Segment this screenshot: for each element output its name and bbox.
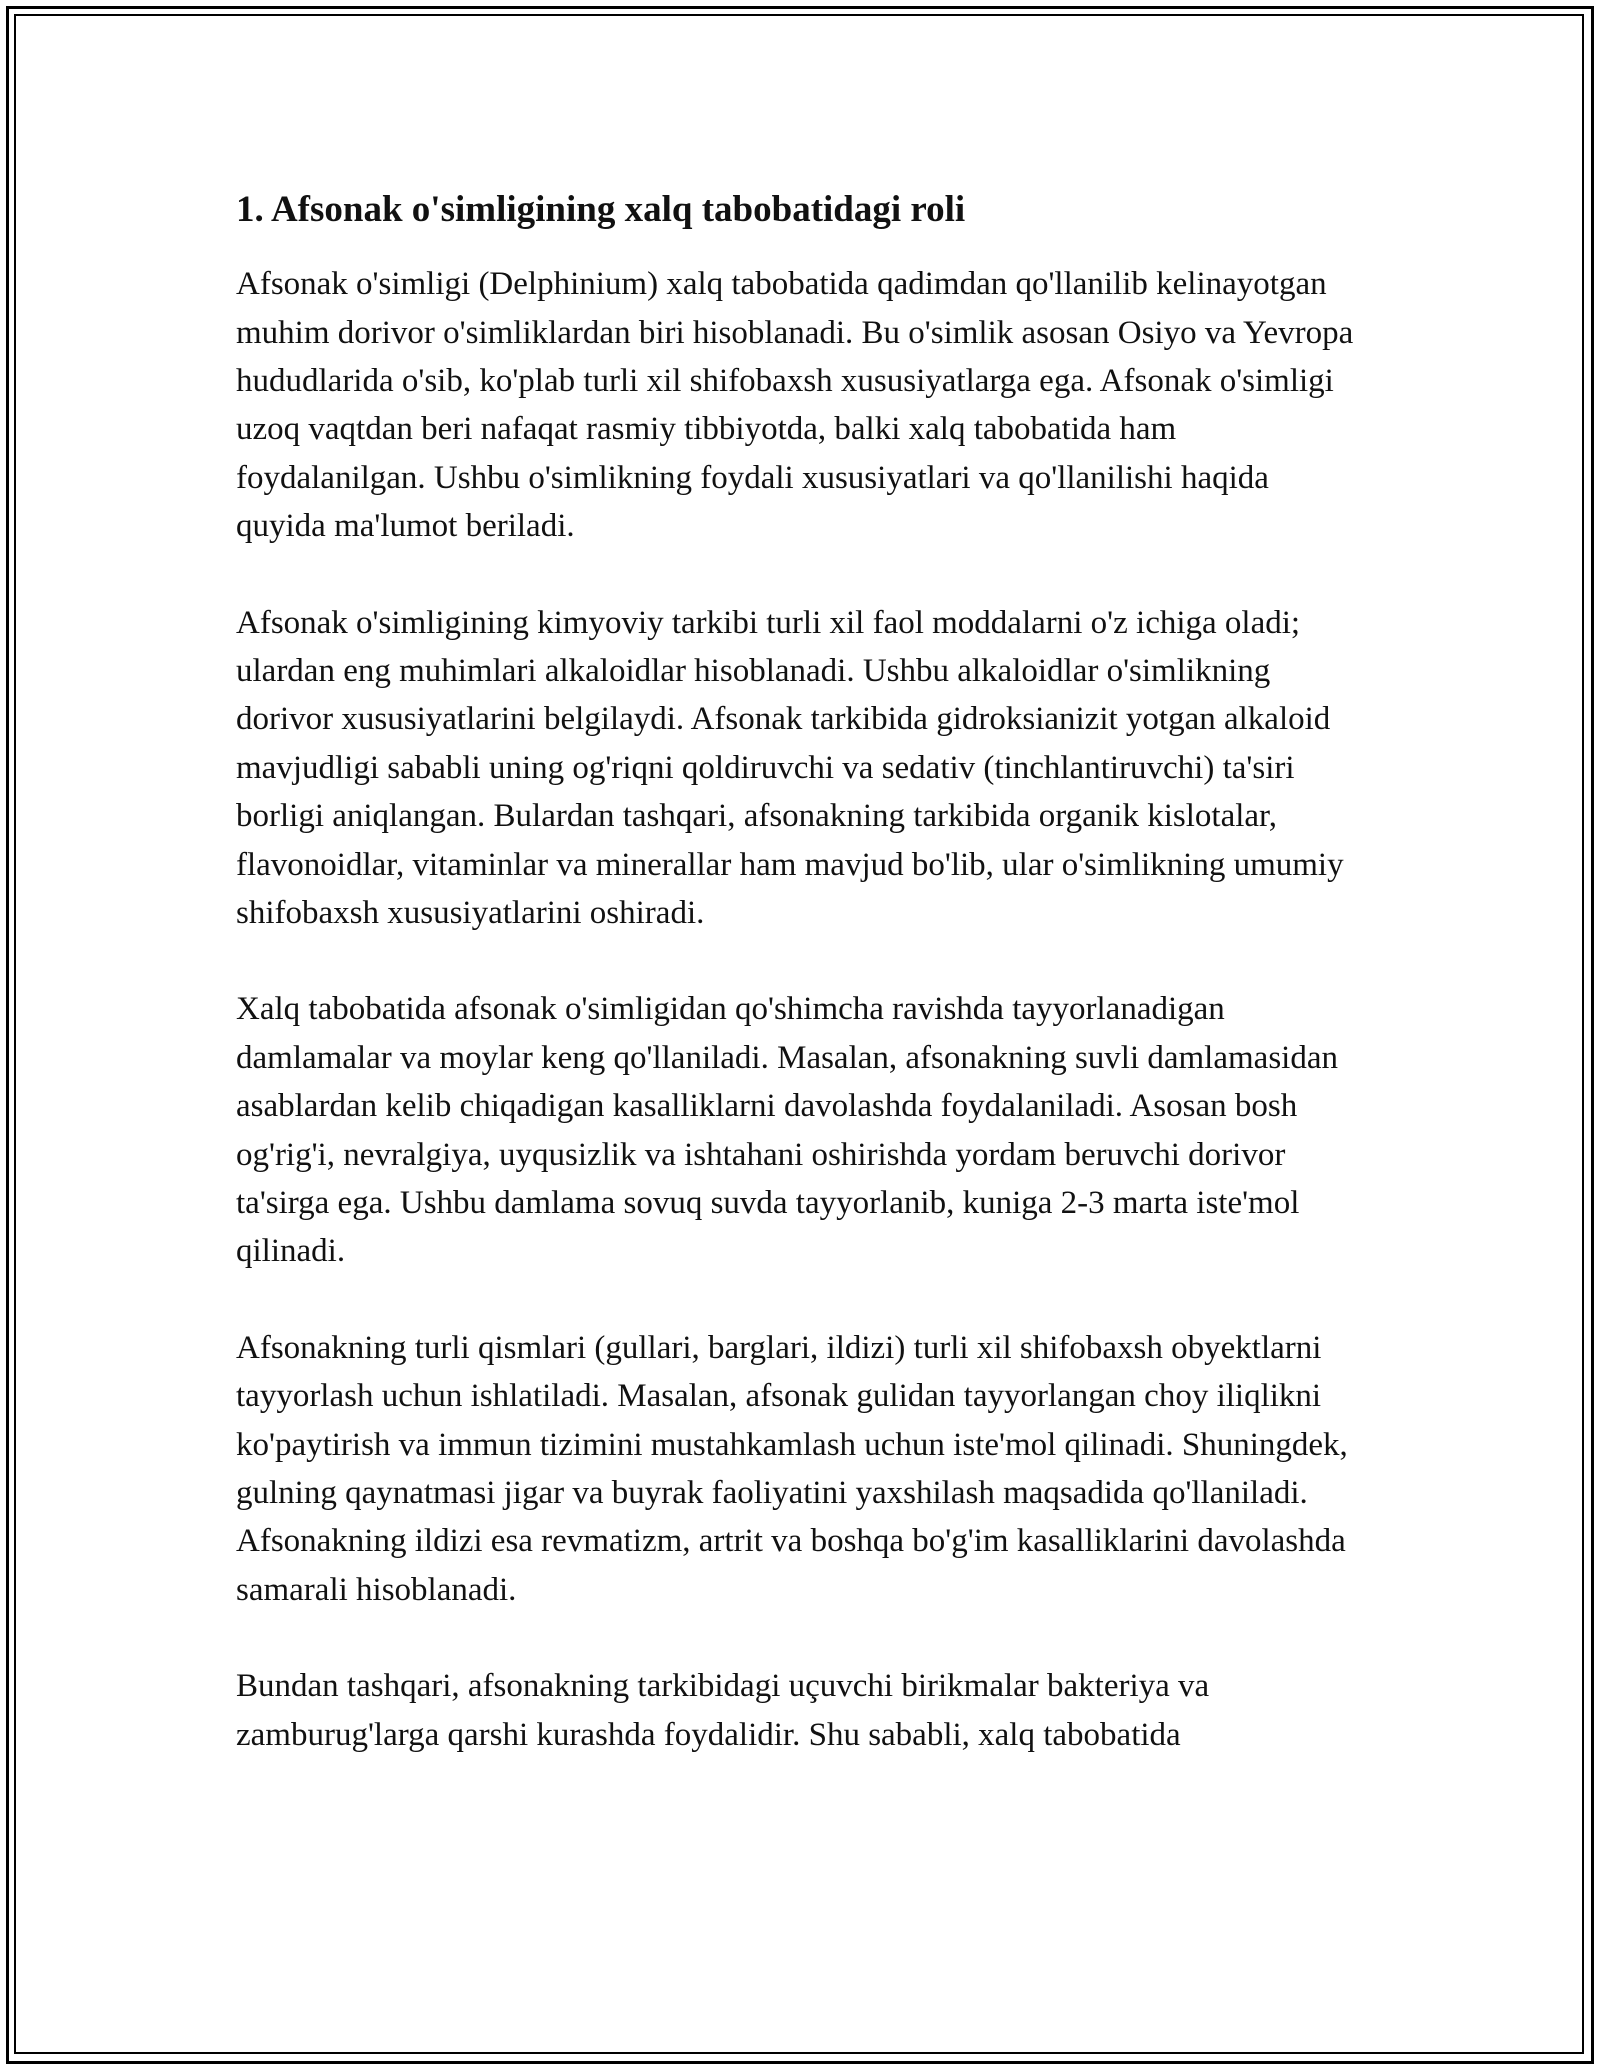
paragraph-infusions: Xalq tabobatida afsonak o'simligidan qo'shimcha ravishda tayyorlanadigan damlamalar va moylar keng qo'llaniladi. Masalan, afsonakning suvli damlamasidan asablardan kelib chiqadigan kasalliklarni davolashda foydalaniladi. Asosan bosh og'rig'i, nevralgiya, uyqusizlik va ishtahani oshirishda yordam beruvchi dorivor ta'sirga ega. Ushbu damlama sovuq suvda tayyorlanib, kuniga 2-3 marta iste'mol qilinadi. — [236, 991, 1338, 1270]
section-heading: 1. Afsonak o'simligining xalq tabobatidagi roli — [236, 189, 966, 230]
paragraph-intro: Afsonak o'simligi (Delphinium) xalq tabobatida qadimdan qo'llanilib kelinayotgan muhim dorivor o'simliklardan biri hisoblanadi. Bu o'simlik asosan Osiyo va Yevropa hududlarida o'sib, ko'plab turli xil shifobaxsh xususiyatlarga ega. Afsonak o'simligi uzoq vaqtdan beri nafaqat rasmiy tibbiyotda, balki xalq tabobatida ham foydalanilgan. Ushbu o'simlikning foydali xususiyatlari va qo'llanilishi haqida quyida ma'lumot beriladi. — [236, 266, 1354, 545]
document-body — [236, 186, 1366, 1807]
paragraph-chemical-composition: Afsonak o'simligining kimyoviy tarkibi turli xil faol moddalarni o'z ichiga oladi; ulardan eng muhimlari alkaloidlar hisoblanadi. Ushbu alkaloidlar o'simlikning dorivor xususiyatlarini belgilaydi. Afsonak tarkibida gidroksianizit yotgan alkaloid mavjudligi sababli uning og'riqni qoldiruvchi va sedativ (tinchlantiruvchi) ta'siri borligi aniqlangan. Bulardan tashqari, afsonakning tarkibida organik kislotalar, flavonoidlar, vitaminlar va minerallar ham mavjud bo'lib, ular o'simlikning umumiy shifobaxsh xususiyatlarini oshiradi. — [236, 604, 1344, 931]
paragraph-plant-parts: Afsonakning turli qismlari (gullari, barglari, ildizi) turli xil shifobaxsh obyektlarni tayyorlash uchun ishlatiladi. Masalan, afsonak gulidan tayyorlangan choy iliqlikni ko'paytirish va immun tizimini mustahkamlash uchun iste'mol qilinadi. Shuningdek, gulning qaynatmasi jigar va buyrak faoliyatini yaxshilash maqsadida qo'llaniladi. Afsonakning ildizi esa revmatizm, artrit va boshqa bo'g'im kasalliklarini davolashda samarali hisoblanadi. — [236, 1329, 1348, 1608]
paragraph-antibacterial: Bundan tashqari, afsonakning tarkibidagi uçuvchi birikmalar bakteriya va zamburug'larga qarshi kurashda foydalidir. Shu sababli, xalq tabobatida — [236, 1668, 1210, 1753]
